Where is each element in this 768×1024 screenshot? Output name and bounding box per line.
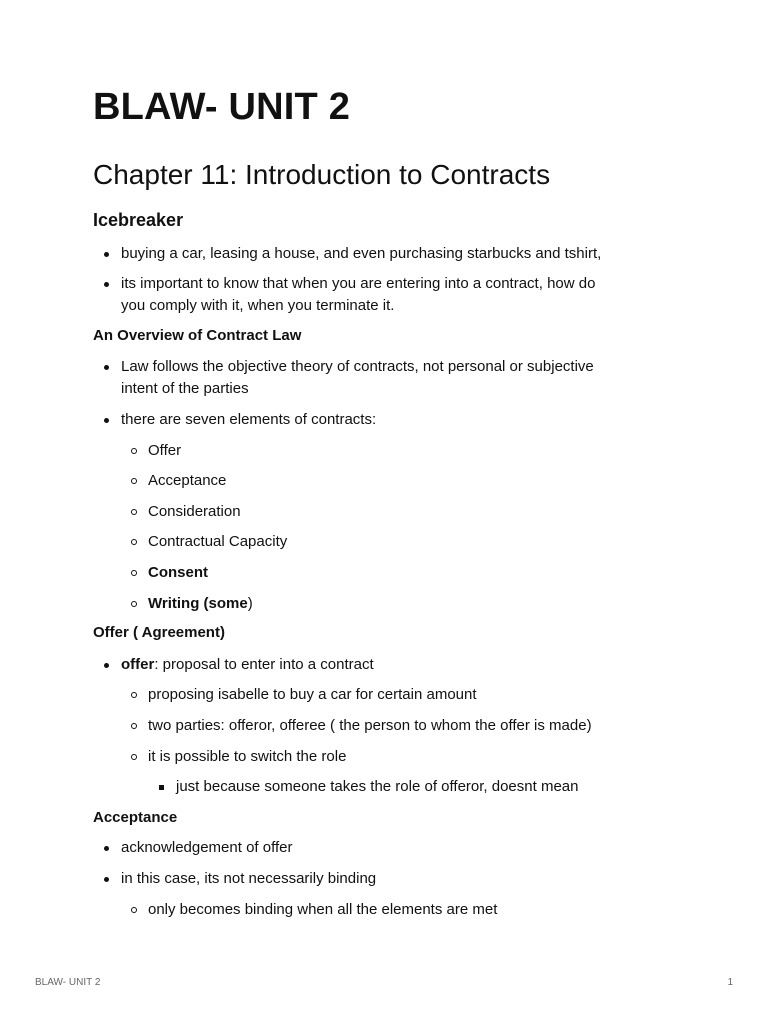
circle-bullet-icon — [131, 539, 137, 545]
list-item: in this case, its not necessarily binding — [121, 868, 376, 890]
circle-bullet-icon — [131, 692, 137, 698]
section-heading-overview: An Overview of Contract Law — [93, 327, 302, 344]
chapter-heading: Chapter 11: Introduction to Contracts — [93, 159, 551, 190]
list-item: just because someone takes the role of offeror, doesnt mean — [176, 776, 578, 798]
bullet-icon — [104, 282, 109, 287]
bullet-icon — [104, 663, 109, 668]
list-item: acknowledgement of offer — [121, 837, 293, 859]
element-item-consideration: Consideration — [148, 501, 241, 523]
circle-bullet-icon — [131, 754, 137, 760]
list-item: offer: proposal to enter into a contract — [121, 654, 374, 676]
bullet-icon — [104, 846, 109, 851]
footer-title: BLAW- UNIT 2 — [35, 977, 101, 988]
list-item: two parties: offeror, offeree ( the person to whom the offer is made) — [148, 715, 592, 737]
circle-bullet-icon — [131, 509, 137, 515]
circle-bullet-icon — [131, 570, 137, 576]
list-item: its important to know that when you are entering into a contract, how do — [121, 273, 595, 295]
circle-bullet-icon — [131, 448, 137, 454]
section-heading-offer: Offer ( Agreement) — [93, 624, 225, 641]
square-bullet-icon — [159, 785, 164, 790]
page-number: 1 — [727, 977, 733, 988]
element-item-offer: Offer — [148, 440, 181, 462]
bullet-icon — [104, 877, 109, 882]
section-heading-icebreaker: Icebreaker — [93, 210, 184, 230]
bullet-icon — [104, 365, 109, 370]
circle-bullet-icon — [131, 723, 137, 729]
list-item: there are seven elements of contracts: — [121, 409, 376, 431]
list-item-continuation: intent of the parties — [121, 380, 249, 397]
list-item: buying a car, leasing a house, and even purchasing starbucks and tshirt, — [121, 243, 601, 265]
circle-bullet-icon — [131, 601, 137, 607]
list-item: only becomes binding when all the elements are met — [148, 899, 497, 921]
circle-bullet-icon — [131, 907, 137, 913]
element-item-acceptance: Acceptance — [148, 470, 226, 492]
element-item-writing: Writing (some) — [148, 593, 253, 615]
list-item: Law follows the objective theory of contracts, not personal or subjective — [121, 356, 594, 378]
list-item: it is possible to switch the role — [148, 746, 346, 768]
list-item-continuation: you comply with it, when you terminate it. — [121, 297, 395, 314]
bullet-icon — [104, 418, 109, 423]
section-heading-acceptance: Acceptance — [93, 809, 178, 826]
circle-bullet-icon — [131, 478, 137, 484]
document-title: BLAW- UNIT 2 — [93, 86, 351, 128]
element-item-consent: Consent — [148, 562, 208, 584]
list-item: proposing isabelle to buy a car for certain amount — [148, 684, 477, 706]
element-item-capacity: Contractual Capacity — [148, 531, 287, 553]
bullet-icon — [104, 252, 109, 257]
